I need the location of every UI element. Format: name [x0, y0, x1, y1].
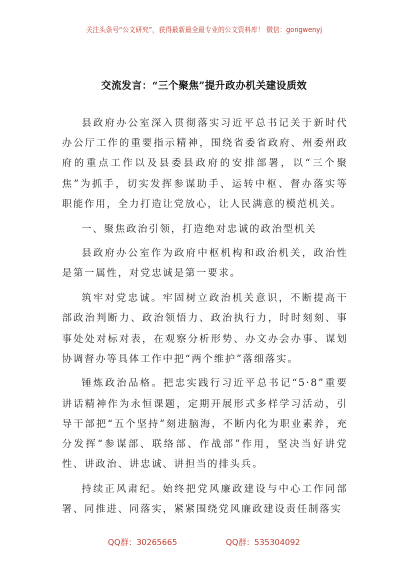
- document-body: [62, 114, 348, 525]
- document-title: 交流发言：“三个聚焦”提升政办机关建设质效: [101, 81, 307, 92]
- paragraph: 筑牢对党忠诚。牢固树立政治机关意识，不断提高干部政治判断力、政治领悟力、政治执行力，时时刻刻、事事处处对标对表，在观察分析形势、办文办会办事、谋划协调督办等具体工作中把“两个维护”落细落实。: [62, 293, 348, 365]
- paragraph-intro: 县政府办公室深入贯彻落实习近平总书记关于新时代办公厅工作的重要指示精神，围绕省委省政府、州委州政府的重点工作以及县委县政府的安排部署，以“三个聚焦”为抓手，切实发挥参谋助手、运转中枢、督办落实等职能作用，全力打造让党放心，让人民满意的模范机关。: [62, 118, 348, 210]
- section-heading-1: 一、聚焦政治引领，打造绝对忠诚的政治型机关: [81, 223, 317, 235]
- qq-group-left: QQ群：30265665: [107, 538, 178, 547]
- paragraph: 持续正风肃纪。始终把党风廉政建设与中心工作同部署、同推进、同落实，紧紧围绕党风廉政建设责任制落实: [62, 483, 348, 516]
- paragraph: 县政府办公室作为政府中枢机构和政治机关，政治性是第一属性，对党忠诚是第一要求。: [62, 248, 348, 280]
- paragraph: 锤炼政治品格。把忠实践行习近平总书记“5·8”重要讲话精神作为永恒课题，定期开展形式多样学习活动，引导干部把“五个坚持”刻进脑海，不断内化为职业素养，充分发挥“参谋部、联络部、作战部”作用，坚决当好讲党性、讲政治、讲忠诚、讲担当的排头兵。: [62, 378, 348, 471]
- footer-qq-groups: [0, 537, 408, 548]
- qq-group-right: QQ群：535304092: [225, 538, 301, 547]
- header-banner: 关注头条号“公文研究”，获得最新最全最专业的公文资料库！ 微信：gongwenyj: [85, 26, 323, 34]
